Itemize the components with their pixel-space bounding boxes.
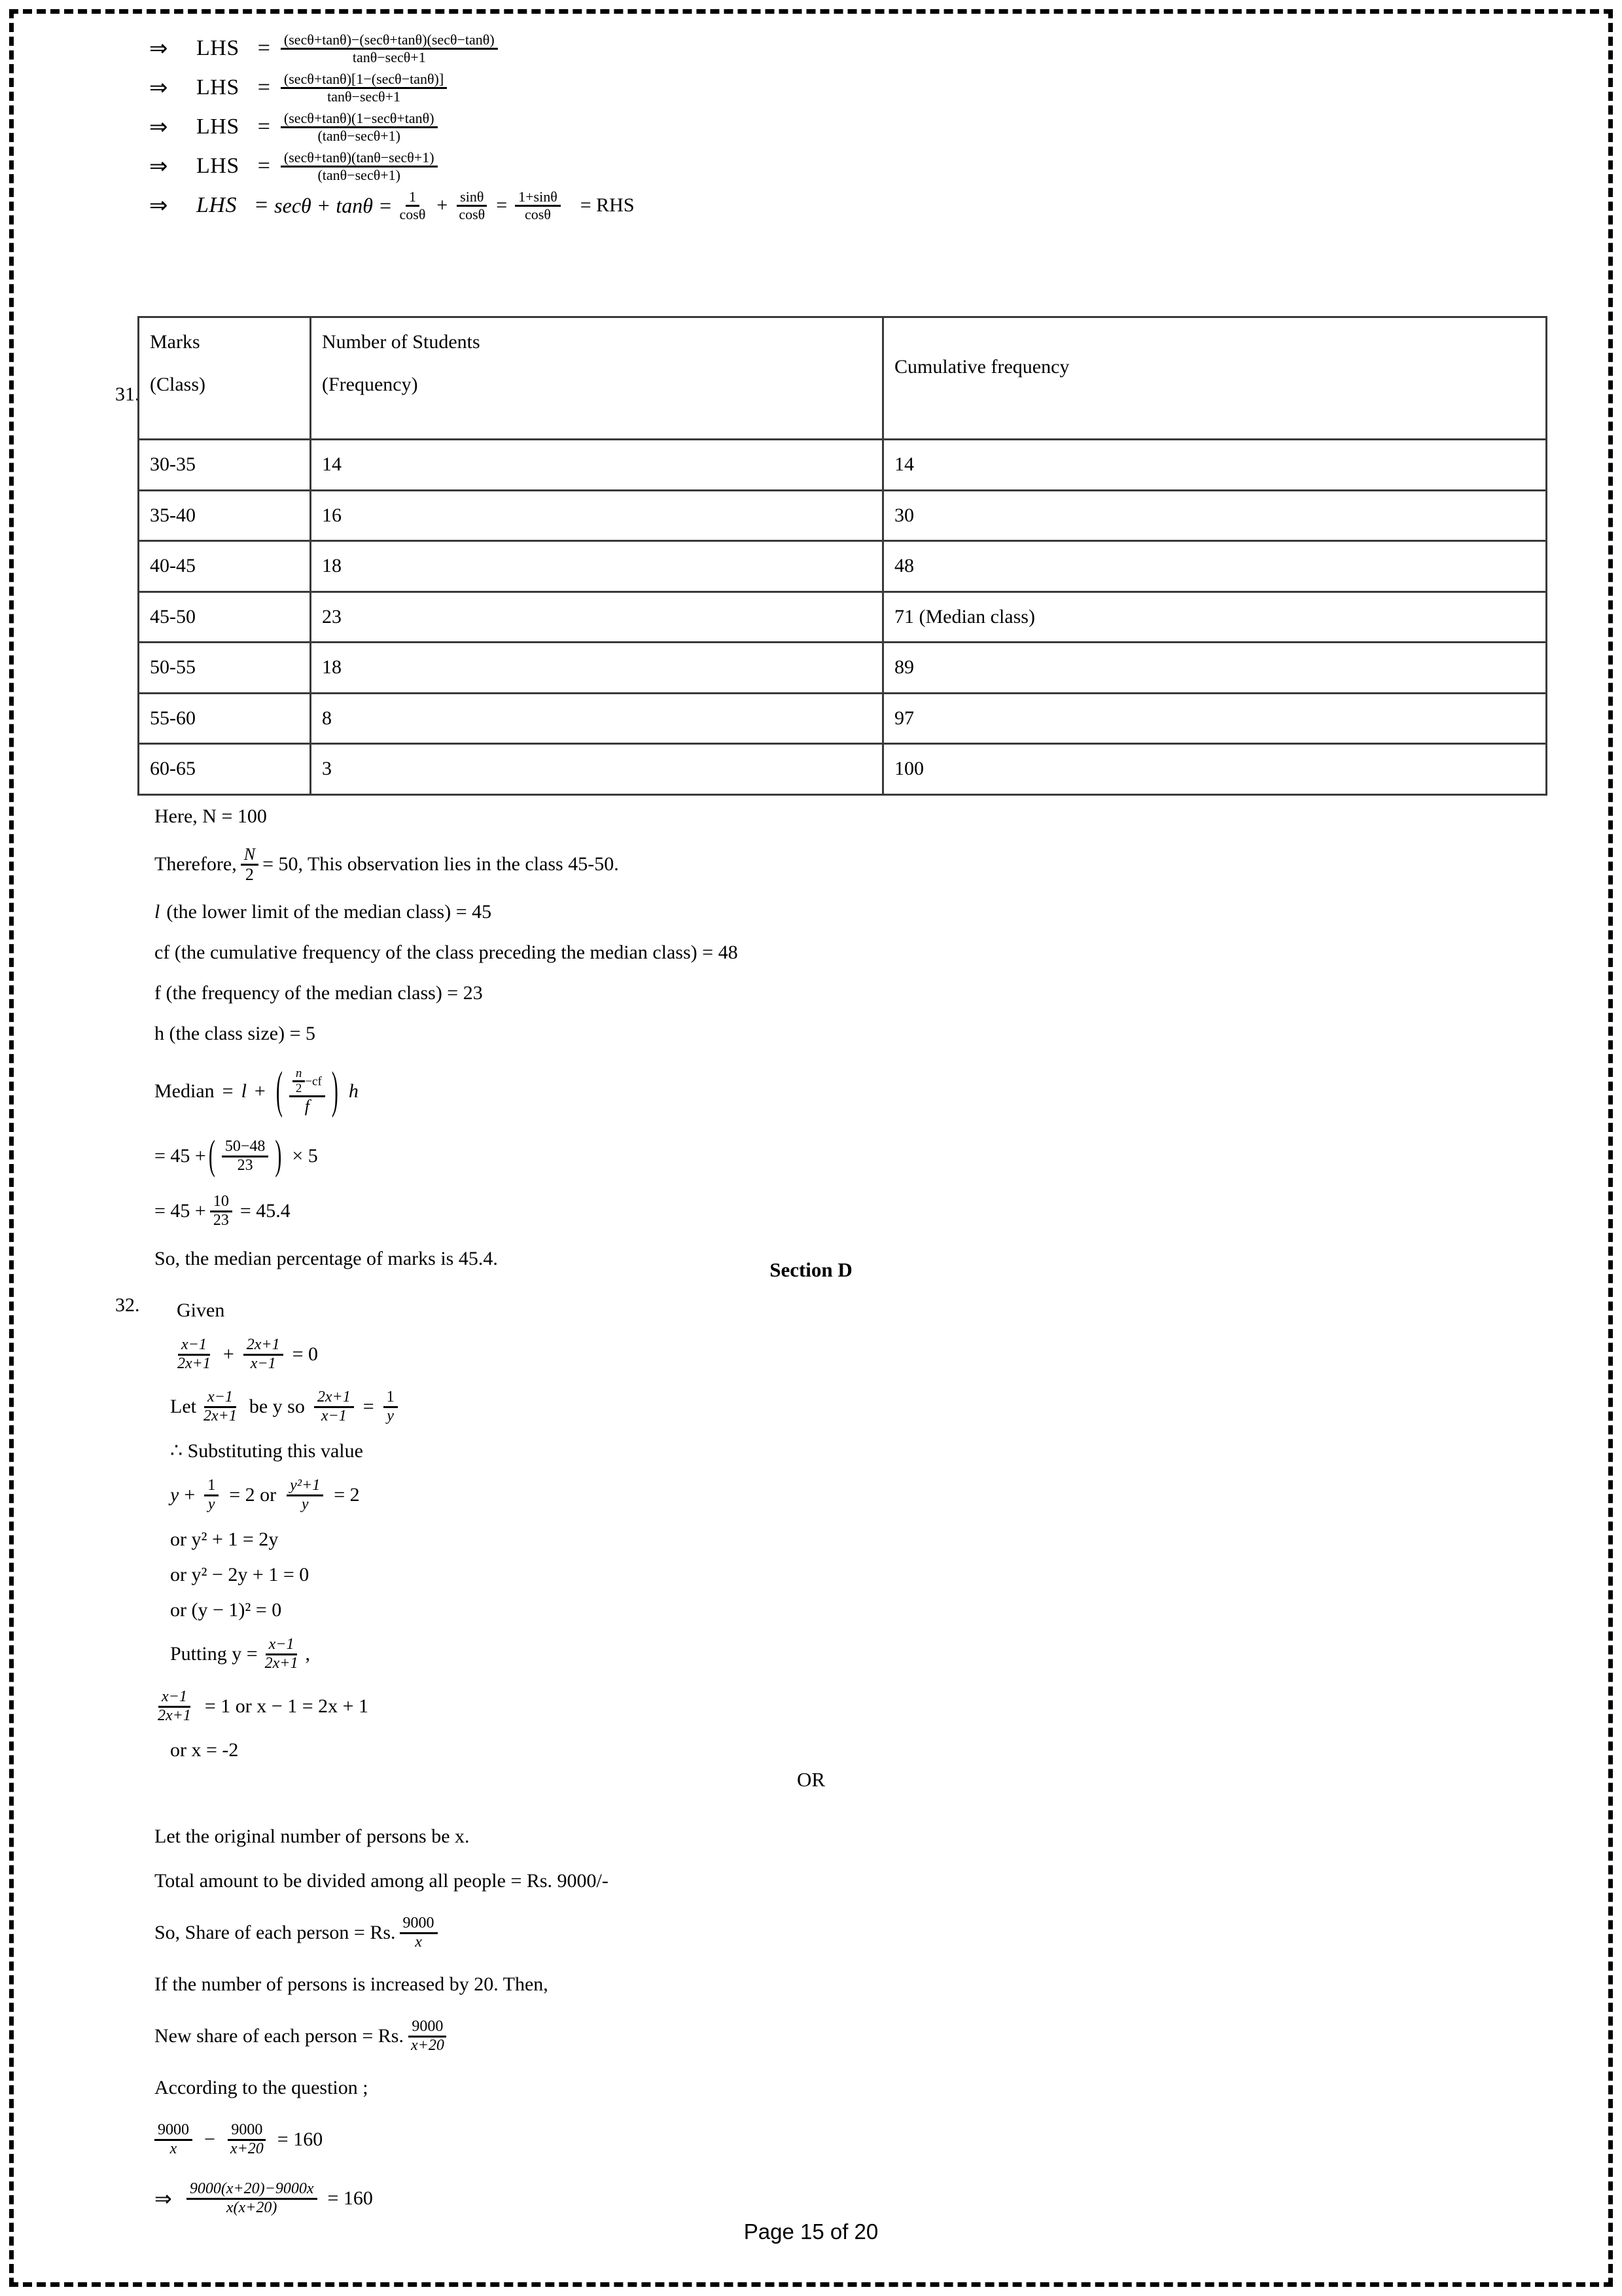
q32-equation-6 <box>154 1682 1398 1731</box>
lhs-label: LHS <box>196 36 239 60</box>
numerator: 1 <box>383 1389 398 1407</box>
denominator: cosθ <box>399 205 426 222</box>
numerator: 1 <box>204 1477 219 1496</box>
table-row <box>139 643 1547 694</box>
numerator: sinθ <box>457 189 487 206</box>
denominator: x(x+20) <box>226 2199 277 2216</box>
header-frequency: (Frequency) <box>322 373 418 395</box>
left-paren: ( <box>275 1062 283 1119</box>
right-paren: ) <box>275 1133 282 1178</box>
implies-arrow-icon: ⇒ <box>149 115 168 139</box>
header-cumulative-frequency: Cumulative frequency <box>883 317 1547 440</box>
numerator: N <box>241 845 258 865</box>
equation-mid: = 2 or <box>229 1484 277 1506</box>
cell-frequency: 8 <box>311 693 883 744</box>
proof-line-final <box>149 187 1065 224</box>
fraction-1-numerator: (secθ+tanθ)−(secθ+tanθ)(secθ−tanθ) <box>281 32 498 49</box>
q32-equation-5: or (y − 1)² = 0 <box>170 1599 282 1621</box>
plus-sign: + <box>184 1484 196 1506</box>
or-equation-2 <box>154 2174 1398 2223</box>
cell-frequency: 18 <box>311 541 883 592</box>
numerator: 9000 <box>400 1915 438 1934</box>
fraction-2x-plus-1-over-x-minus-1 <box>314 1389 354 1424</box>
table-header-row <box>139 317 1547 440</box>
numerator: 2x+1 <box>314 1389 354 1407</box>
fraction-4-numerator: (secθ+tanθ)(tanθ−secθ+1) <box>281 150 438 167</box>
denominator: 2 <box>295 1082 302 1096</box>
share-lead: So, Share of each person = Rs. <box>154 1922 396 1943</box>
header-marks-class <box>139 317 311 440</box>
therefore-tail: = 50, This observation lies in the class 45-50. <box>262 853 619 875</box>
implies-arrow-icon: ⇒ <box>149 76 168 100</box>
denominator: y <box>301 1495 309 1513</box>
line-median-step-2 <box>154 1132 1398 1180</box>
equals-sign: = <box>222 1080 234 1102</box>
lower-limit-text: (the lower limit of the median class) = 45 <box>166 901 492 923</box>
table-row <box>139 541 1547 592</box>
question-32-block <box>154 1294 1398 1769</box>
step-tail: × 5 <box>292 1145 318 1167</box>
proof-line-3 <box>149 109 1065 145</box>
cell-class: 60-65 <box>139 744 311 795</box>
symbol-y: y <box>170 1484 179 1506</box>
denominator: x−1 <box>321 1407 347 1424</box>
trig-proof-block <box>149 30 1065 226</box>
q32-equation-4: or y² − 2y + 1 = 0 <box>170 1564 309 1585</box>
let-mid: be y so <box>249 1396 305 1417</box>
denominator: y <box>387 1407 394 1424</box>
therefore-text: Therefore, <box>154 853 237 875</box>
fraction-n-over-2 <box>241 845 258 883</box>
fraction-x-minus-1-over-2x-plus-1 <box>154 1689 194 1723</box>
q32-equation-3: or y² + 1 = 2y <box>170 1528 279 1550</box>
numerator: x−1 <box>266 1636 298 1655</box>
plus-sign: + <box>222 1343 234 1365</box>
fraction-one-over-y <box>383 1389 398 1424</box>
cell-class: 55-60 <box>139 693 311 744</box>
numerator: 9000 <box>408 2019 446 2037</box>
header-class: (Class) <box>150 373 205 395</box>
denominator: 23 <box>237 1156 253 1174</box>
proof-line-4 <box>149 148 1065 185</box>
implies-arrow-icon: ⇒ <box>149 37 168 61</box>
step-tail: = 45.4 <box>239 1200 291 1222</box>
cell-class: 45-50 <box>139 592 311 643</box>
equation-tail: = 160 <box>277 2128 323 2150</box>
equals-sign: = <box>257 154 270 178</box>
implies-arrow-icon: ⇒ <box>154 2187 172 2210</box>
cell-frequency: 3 <box>311 744 883 795</box>
denominator: 2x+1 <box>264 1654 298 1672</box>
q32-putting-line <box>170 1629 1398 1679</box>
line-median-formula <box>154 1057 1398 1125</box>
lhs-label-italic: LHS <box>196 193 237 217</box>
fraction-sin-over-cos <box>455 189 488 221</box>
cell-cumulative: 89 <box>883 643 1547 694</box>
plus-sign: + <box>254 1080 266 1102</box>
cell-cumulative: 14 <box>883 440 1547 491</box>
symbol-l: l <box>241 1080 247 1102</box>
equals-sign: = <box>255 193 268 217</box>
numerator: 2x+1 <box>243 1337 283 1355</box>
or-line-1: Let the original number of persons be x. <box>154 1826 470 1847</box>
plus-sign: + <box>436 194 448 216</box>
cell-frequency: 23 <box>311 592 883 643</box>
denominator: 23 <box>213 1211 229 1229</box>
implies-arrow-icon: ⇒ <box>149 154 168 179</box>
q32-substituting: ∴ Substituting this value <box>170 1439 363 1462</box>
line-n-total: Here, N = 100 <box>154 805 267 827</box>
cell-class: 30-35 <box>139 440 311 491</box>
step-lead: = 45 + <box>154 1145 206 1167</box>
cell-class: 40-45 <box>139 541 311 592</box>
fraction-2x-plus-1-over-x-minus-1 <box>243 1337 283 1371</box>
denominator: 2x+1 <box>203 1407 237 1424</box>
let-lead: Let <box>170 1396 196 1417</box>
or-line-6: According to the question ; <box>154 2077 368 2098</box>
table-row <box>139 744 1547 795</box>
new-share-lead: New share of each person = Rs. <box>154 2025 404 2047</box>
denominator: 2x+1 <box>158 1706 191 1724</box>
median-label: Median <box>154 1080 215 1102</box>
sec-tan-expression: secθ + tanθ = <box>274 193 393 217</box>
cell-frequency: 18 <box>311 643 883 694</box>
q32-equation-2 <box>170 1470 1398 1521</box>
fraction-combined <box>186 2181 317 2216</box>
fraction-one-over-y <box>204 1477 219 1512</box>
fraction-4-denominator: (tanθ−secθ+1) <box>317 166 400 183</box>
or-line-4: If the number of persons is increased by 20. Then, <box>154 1973 548 1995</box>
header-number-of-students <box>311 317 883 440</box>
table-row <box>139 490 1547 541</box>
numerator: x−1 <box>178 1337 210 1355</box>
fraction-3-numerator: (secθ+tanθ)(1−secθ+tanθ) <box>281 111 438 128</box>
fraction-50-minus-48-over-23 <box>222 1139 269 1173</box>
question-32-number: 32. <box>115 1294 140 1316</box>
fraction-x-minus-1-over-2x-plus-1 <box>174 1337 214 1371</box>
fraction-2-numerator: (secθ+tanθ)[1−(secθ−tanθ)] <box>281 71 447 88</box>
equation-tail: = 1 or x − 1 = 2x + 1 <box>204 1695 369 1717</box>
equals-sign: = <box>362 1396 374 1417</box>
proof-line-2 <box>149 69 1065 106</box>
numerator: 9000(x+20)−9000x <box>186 2181 317 2199</box>
implies-arrow-icon: ⇒ <box>149 194 168 218</box>
fraction-3-denominator: (tanθ−secθ+1) <box>317 127 400 144</box>
numerator: y²+1 <box>287 1477 323 1496</box>
minus-cf: −cf <box>305 1074 322 1089</box>
fraction-9000-over-x-plus-20 <box>408 2019 448 2053</box>
or-equation-1 <box>154 2115 1398 2164</box>
denominator: x <box>415 1933 422 1951</box>
fraction-9000-over-x-plus-20 <box>227 2122 267 2157</box>
numerator: 9000 <box>154 2122 192 2140</box>
or-line-5 <box>154 2011 1398 2061</box>
equation-tail: = 2 <box>334 1484 360 1506</box>
right-paren: ) <box>331 1062 338 1119</box>
fraction-one-over-cos <box>397 189 429 221</box>
line-h: h (the class size) = 5 <box>154 1023 316 1044</box>
numerator: 1 <box>406 189 419 206</box>
line-therefore-half-n <box>154 840 1398 889</box>
equals-sign: = <box>496 194 508 216</box>
step-lead: = 45 + <box>154 1200 206 1222</box>
fraction-2-denominator: tanθ−secθ+1 <box>327 88 400 105</box>
equation-tail: = 0 <box>292 1343 319 1365</box>
cell-cumulative: 48 <box>883 541 1547 592</box>
line-median-step-3 <box>154 1187 1398 1235</box>
cell-cumulative-median: 71 (Median class) <box>883 592 1547 643</box>
denominator: cosθ <box>459 205 485 222</box>
fraction-1-denominator: tanθ−secθ+1 <box>352 48 426 65</box>
minus-sign: − <box>204 2128 215 2150</box>
equals-sign: = <box>257 36 270 60</box>
numerator: 9000 <box>228 2122 266 2140</box>
table-row <box>139 440 1547 491</box>
cell-cumulative: 100 <box>883 744 1547 795</box>
fraction-4 <box>281 150 438 182</box>
q32-answer: or x = -2 <box>170 1739 239 1761</box>
numerator: n <box>292 1067 306 1082</box>
fraction-3 <box>281 111 438 143</box>
section-d-heading: Section D <box>769 1258 853 1281</box>
numerator: 50−48 <box>222 1139 269 1157</box>
header-students: Number of Students <box>322 331 480 353</box>
page-footer: Page 15 of 20 <box>743 2219 879 2244</box>
or-line-3 <box>154 1908 1398 1958</box>
lhs-label: LHS <box>196 75 239 99</box>
cell-class: 50-55 <box>139 643 311 694</box>
fraction-formula <box>289 1067 325 1115</box>
median-working-block <box>154 800 1398 1282</box>
q32-equation-1 <box>170 1330 1398 1379</box>
fraction-9000-over-x <box>400 1915 438 1950</box>
table-row <box>139 693 1547 744</box>
numerator: x−1 <box>158 1689 190 1707</box>
line-cf: cf (the cumulative frequency of the class preceding the median class) = 48 <box>154 942 738 963</box>
line-lower-limit <box>154 895 1398 929</box>
denominator: x+20 <box>410 2036 444 2054</box>
header-marks: Marks <box>150 331 200 353</box>
rhs-label: = RHS <box>580 194 635 216</box>
or-alternative-solution-block <box>154 1819 1398 2233</box>
denominator: cosθ <box>525 205 551 222</box>
frequency-distribution-table <box>137 316 1547 796</box>
q32-let-line <box>170 1382 1398 1432</box>
numerator: x−1 <box>204 1389 236 1407</box>
line-f: f (the frequency of the median class) = 23 <box>154 982 483 1004</box>
denominator: f <box>304 1097 309 1116</box>
comma: , <box>305 1643 310 1665</box>
denominator: 2x+1 <box>177 1354 211 1372</box>
or-divider-label: OR <box>796 1768 826 1791</box>
fraction-10-over-23 <box>210 1193 232 1228</box>
question-31-number: 31. <box>115 383 140 405</box>
cell-frequency: 14 <box>311 440 883 491</box>
symbol-l: l <box>154 901 160 923</box>
or-line-2: Total amount to be divided among all people = Rs. 9000/- <box>154 1870 608 1892</box>
fraction-x-minus-1-over-2x-plus-1 <box>200 1389 240 1424</box>
symbol-h: h <box>348 1080 359 1102</box>
cell-class: 35-40 <box>139 490 311 541</box>
table-row <box>139 592 1547 643</box>
fraction-x-minus-1-over-2x-plus-1 <box>262 1636 302 1671</box>
numerator <box>289 1067 325 1097</box>
equals-sign: = <box>257 115 270 139</box>
fraction-n-over-2 <box>292 1067 306 1095</box>
denominator: x−1 <box>250 1354 276 1372</box>
putting-lead: Putting y = <box>170 1643 258 1665</box>
given-label: Given <box>177 1299 225 1321</box>
cell-cumulative: 97 <box>883 693 1547 744</box>
denominator: x <box>169 2140 177 2157</box>
fraction-9000-over-x <box>154 2122 192 2157</box>
fraction-one-plus-sin-over-cos <box>515 189 561 221</box>
cell-frequency: 16 <box>311 490 883 541</box>
lhs-label: LHS <box>196 115 239 139</box>
cell-cumulative: 30 <box>883 490 1547 541</box>
equation-tail: = 160 <box>327 2187 373 2209</box>
denominator: y <box>207 1495 215 1513</box>
proof-line-1 <box>149 30 1065 67</box>
numerator: 1+sinθ <box>515 189 561 206</box>
equals-sign: = <box>257 75 270 99</box>
left-paren: ( <box>208 1133 215 1178</box>
denominator: 2 <box>245 864 254 884</box>
fraction-2 <box>281 71 447 103</box>
lhs-label: LHS <box>196 154 239 178</box>
numerator: 10 <box>210 1193 232 1212</box>
line-median-conclusion: So, the median percentage of marks is 45.4. <box>154 1248 498 1269</box>
fraction-y-squared-plus-1-over-y <box>287 1477 323 1512</box>
fraction-1 <box>281 32 498 64</box>
denominator: x+20 <box>230 2140 264 2157</box>
